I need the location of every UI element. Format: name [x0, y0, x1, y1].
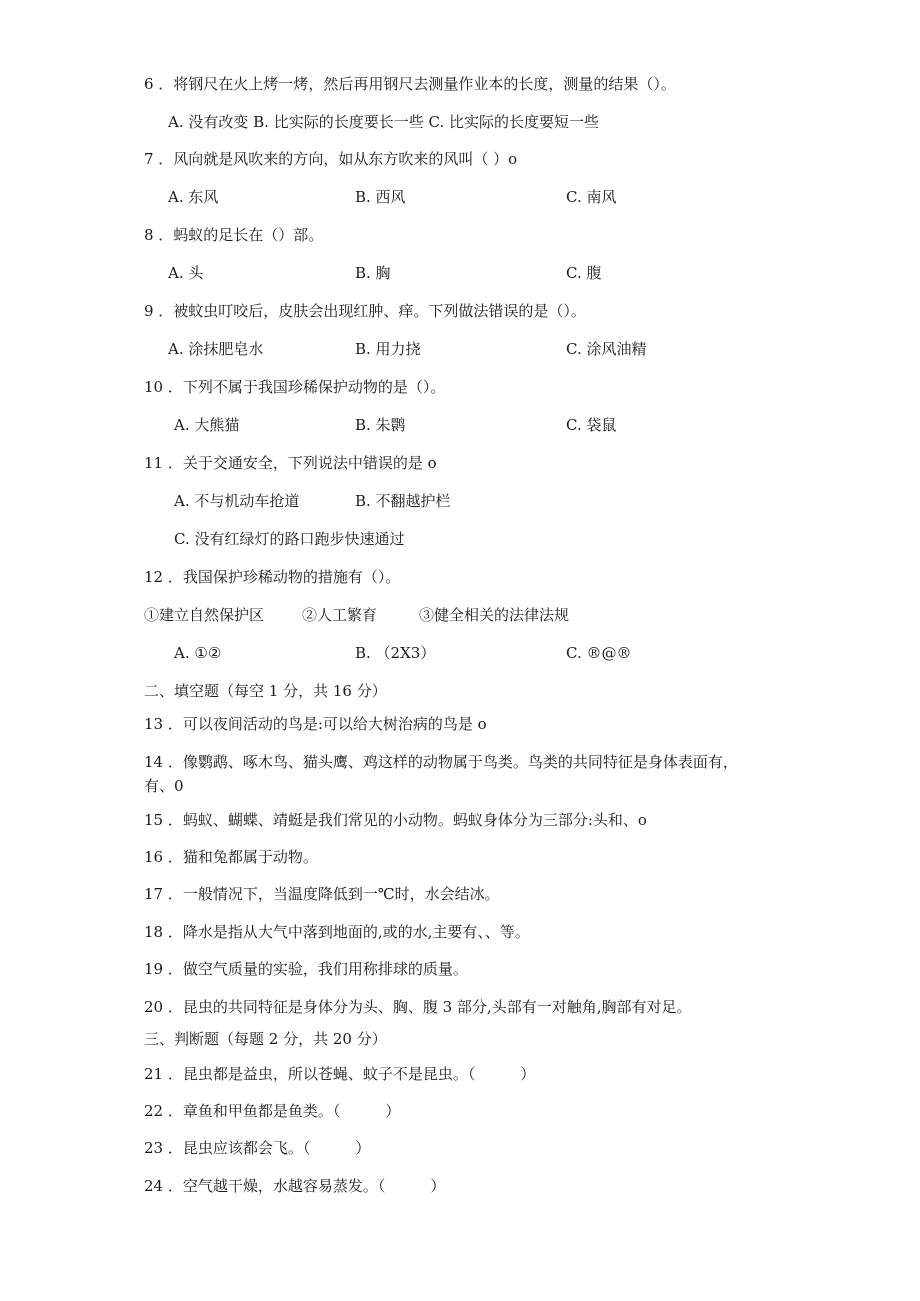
question-12-measure-3: ③健全相关的法律法规 — [419, 606, 570, 624]
question-7-option-c: C. 南风 — [566, 188, 617, 206]
question-22: 22 ．章鱼和甲鱼都是鱼类。（ ） — [144, 1102, 401, 1120]
question-13: 13 ．可以夜间活动的鸟是:可以给大树治病的鸟是 o — [144, 715, 487, 733]
question-18: 18 ．降水是指从大气中落到地面的,或的水,主要有、、等。 — [144, 923, 530, 941]
question-8-option-a: A. 头 — [168, 264, 204, 282]
question-11-option-c: C. 没有红绿灯的路口跑步快速通过 — [174, 530, 405, 548]
section-2-heading: 二、填空题（每空 1 分，共 16 分） — [144, 682, 387, 700]
question-6-options: A. 没有改变 B. 比实际的长度要长一些 C. 比实际的长度要短一些 — [168, 113, 599, 131]
question-12-option-b: B. （2X3） — [355, 644, 436, 662]
question-9-option-a: A. 涂抹肥皂水 — [168, 340, 264, 358]
question-15: 15 ．蚂蚁、蝴蝶、靖蜓是我们常见的小动物。蚂蚁身体分为三部分:头和、o — [144, 811, 647, 829]
question-10-option-c: C. 袋鼠 — [566, 416, 617, 434]
question-10-option-a: A. 大熊猫 — [174, 416, 240, 434]
question-11: 11 ．关于交通安全，下列说法中错误的是 o — [144, 454, 437, 472]
question-7: 7 ．风向就是风吹来的方向，如从东方吹来的风叫（ ）o — [144, 150, 518, 168]
question-19: 19 ．做空气质量的实验，我们用称排球的质量。 — [144, 960, 468, 978]
question-11-option-b: B. 不翻越护栏 — [355, 492, 451, 510]
question-7-option-b: B. 西风 — [355, 188, 406, 206]
question-24: 24 ．空气越干燥，水越容易蒸发。（ ） — [144, 1177, 446, 1195]
question-9-option-c: C. 涂风油精 — [566, 340, 647, 358]
question-9: 9 ．被蚊虫叮咬后，皮肤会出现红肿、痒。下列做法错误的是（）。 — [144, 302, 586, 320]
question-12-measure-2: ②人工繁育 — [302, 606, 378, 624]
question-23: 23 ．昆虫应该都会飞。（ ） — [144, 1139, 371, 1157]
question-10: 10 ．下列不属于我国珍稀保护动物的是（）。 — [144, 378, 446, 396]
question-16: 16 ．猫和兔都属于动物。 — [144, 848, 318, 866]
question-6: 6 ．将钢尺在火上烤一烤，然后再用钢尺去测量作业本的长度，测量的结果（）。 — [144, 75, 676, 93]
question-21: 21 ．昆虫都是益虫，所以苍蝇、蚊子不是昆虫。（ ） — [144, 1065, 536, 1083]
question-7-option-a: A. 东风 — [168, 188, 219, 206]
question-10-option-b: B. 朱鹮 — [355, 416, 406, 434]
question-12-option-c: C. ®@® — [566, 644, 632, 662]
question-8-option-b: B. 胸 — [355, 264, 391, 282]
question-9-option-b: B. 用力挠 — [355, 340, 421, 358]
question-17: 17 ．一般情况下，当温度降低到一℃时，水会结冰。 — [144, 885, 500, 903]
question-14-line-1: 14 ．像鹦鹉、啄木鸟、猫头鹰、鸡这样的动物属于鸟类。鸟类的共同特征是身体表面有， — [144, 753, 738, 771]
question-14-line-2: 有、0 — [144, 777, 184, 795]
question-8-option-c: C. 腹 — [566, 264, 602, 282]
question-11-option-a: A. 不与机动车抢道 — [174, 492, 300, 510]
question-8: 8 ．蚂蚁的足长在（）部。 — [144, 226, 324, 244]
question-20: 20 ．昆虫的共同特征是身体分为头、胸、腹 3 部分,头部有一对触角,胸部有对足。 — [144, 998, 692, 1016]
section-3-heading: 三、判断题（每题 2 分，共 20 分） — [144, 1030, 387, 1048]
question-12-option-a: A. ①② — [174, 644, 222, 662]
question-12: 12 ．我国保护珍稀动物的措施有（）。 — [144, 568, 401, 586]
question-12-measure-1: ①建立自然保护区 — [144, 606, 265, 624]
